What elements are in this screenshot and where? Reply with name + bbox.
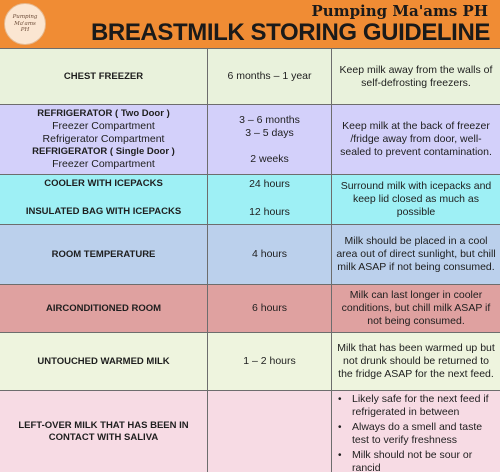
storage-duration: 4 hours	[208, 225, 332, 284]
header-banner	[0, 0, 500, 48]
row-leftover-milk	[0, 390, 500, 472]
fridge-single-door-label: REFRIGERATOR ( Single Door )	[32, 146, 175, 157]
storage-duration	[208, 175, 332, 224]
row-chest-freezer	[0, 48, 500, 104]
storage-location: ROOM TEMPERATURE	[0, 225, 208, 284]
row-warmed-milk	[0, 332, 500, 390]
storage-tip: Milk can last longer in cooler conditions, but chill milk ASAP if not being consumed.	[341, 289, 491, 327]
storage-duration: 6 hours	[208, 285, 332, 332]
refrigerator-compartment-label: Refrigerator Compartment	[42, 133, 165, 145]
single-door-freezer-label: Freezer Compartment	[52, 158, 155, 170]
storage-location: CHEST FREEZER	[0, 49, 208, 104]
leftover-bullet-list	[332, 391, 500, 472]
storage-duration: 1 – 2 hours	[208, 333, 332, 390]
cooler-label: COOLER WITH ICEPACKS	[44, 178, 163, 189]
storage-tip: Milk should be placed in a cool area out of direct sunlight, but chill milk ASAP if not being consumed.	[336, 235, 496, 273]
freezer-duration: 3 – 6 months	[239, 113, 300, 126]
logo-line: PH	[20, 27, 30, 34]
fridge-two-door-label: REFRIGERATOR ( Two Door )	[37, 108, 170, 119]
list-item	[338, 449, 496, 475]
brand-name: Pumping Ma'ams PH	[311, 2, 488, 20]
logo-line: Ma'ams	[14, 20, 36, 27]
insulated-bag-label: INSULATED BAG WITH ICEPACKS	[25, 206, 182, 217]
brand-logo	[4, 3, 46, 45]
storage-location	[0, 105, 208, 174]
storage-tip: Surround milk with icepacks and keep lid closed as much as possible	[340, 180, 492, 218]
insulated-bag-duration: 12 hours	[249, 205, 290, 218]
storage-location: LEFT-OVER MILK THAT HAS BEEN IN CONTACT WITH SALIVA	[0, 391, 208, 472]
bullet-icon: •	[338, 422, 342, 433]
storage-duration: 6 months – 1 year	[208, 49, 332, 104]
row-refrigerator	[0, 104, 500, 174]
list-item	[338, 421, 496, 447]
refrigerator-duration: 3 – 5 days	[245, 126, 294, 139]
storage-table	[0, 48, 500, 472]
row-airconditioned-room	[0, 284, 500, 332]
logo-line: Pumping	[12, 14, 38, 21]
storage-location	[0, 175, 208, 224]
row-cooler	[0, 174, 500, 224]
bullet-text: Milk should not be sour or rancid	[352, 449, 473, 474]
storage-location: UNTOUCHED WARMED MILK	[0, 333, 208, 390]
storage-duration	[208, 105, 332, 174]
cooler-duration: 24 hours	[249, 177, 290, 190]
page-title: BREASTMILK STORING GUIDELINE	[90, 19, 490, 46]
storage-tip: Milk that has been warmed up but not drunk should be returned to the fridge ASAP for the next feed.	[337, 342, 495, 380]
storage-tip: Keep milk away from the walls of self-defrosting freezers.	[339, 63, 493, 89]
bullet-text: Likely safe for the next feed if refrigerated in between	[352, 393, 489, 418]
single-door-duration: 2 weeks	[250, 152, 289, 165]
storage-tip: Keep milk at the back of freezer /fridge away from door, well-sealed to prevent contamination.	[340, 120, 492, 158]
bullet-text: Always do a smell and taste test to verify freshness	[352, 421, 483, 446]
bullet-icon: •	[338, 394, 342, 405]
storage-duration-empty	[208, 391, 332, 472]
list-item	[338, 393, 496, 419]
row-room-temperature	[0, 224, 500, 284]
bullet-icon: •	[338, 450, 342, 461]
freezer-compartment-label: Freezer Compartment	[52, 120, 155, 132]
storage-location: AIRCONDITIONED ROOM	[0, 285, 208, 332]
